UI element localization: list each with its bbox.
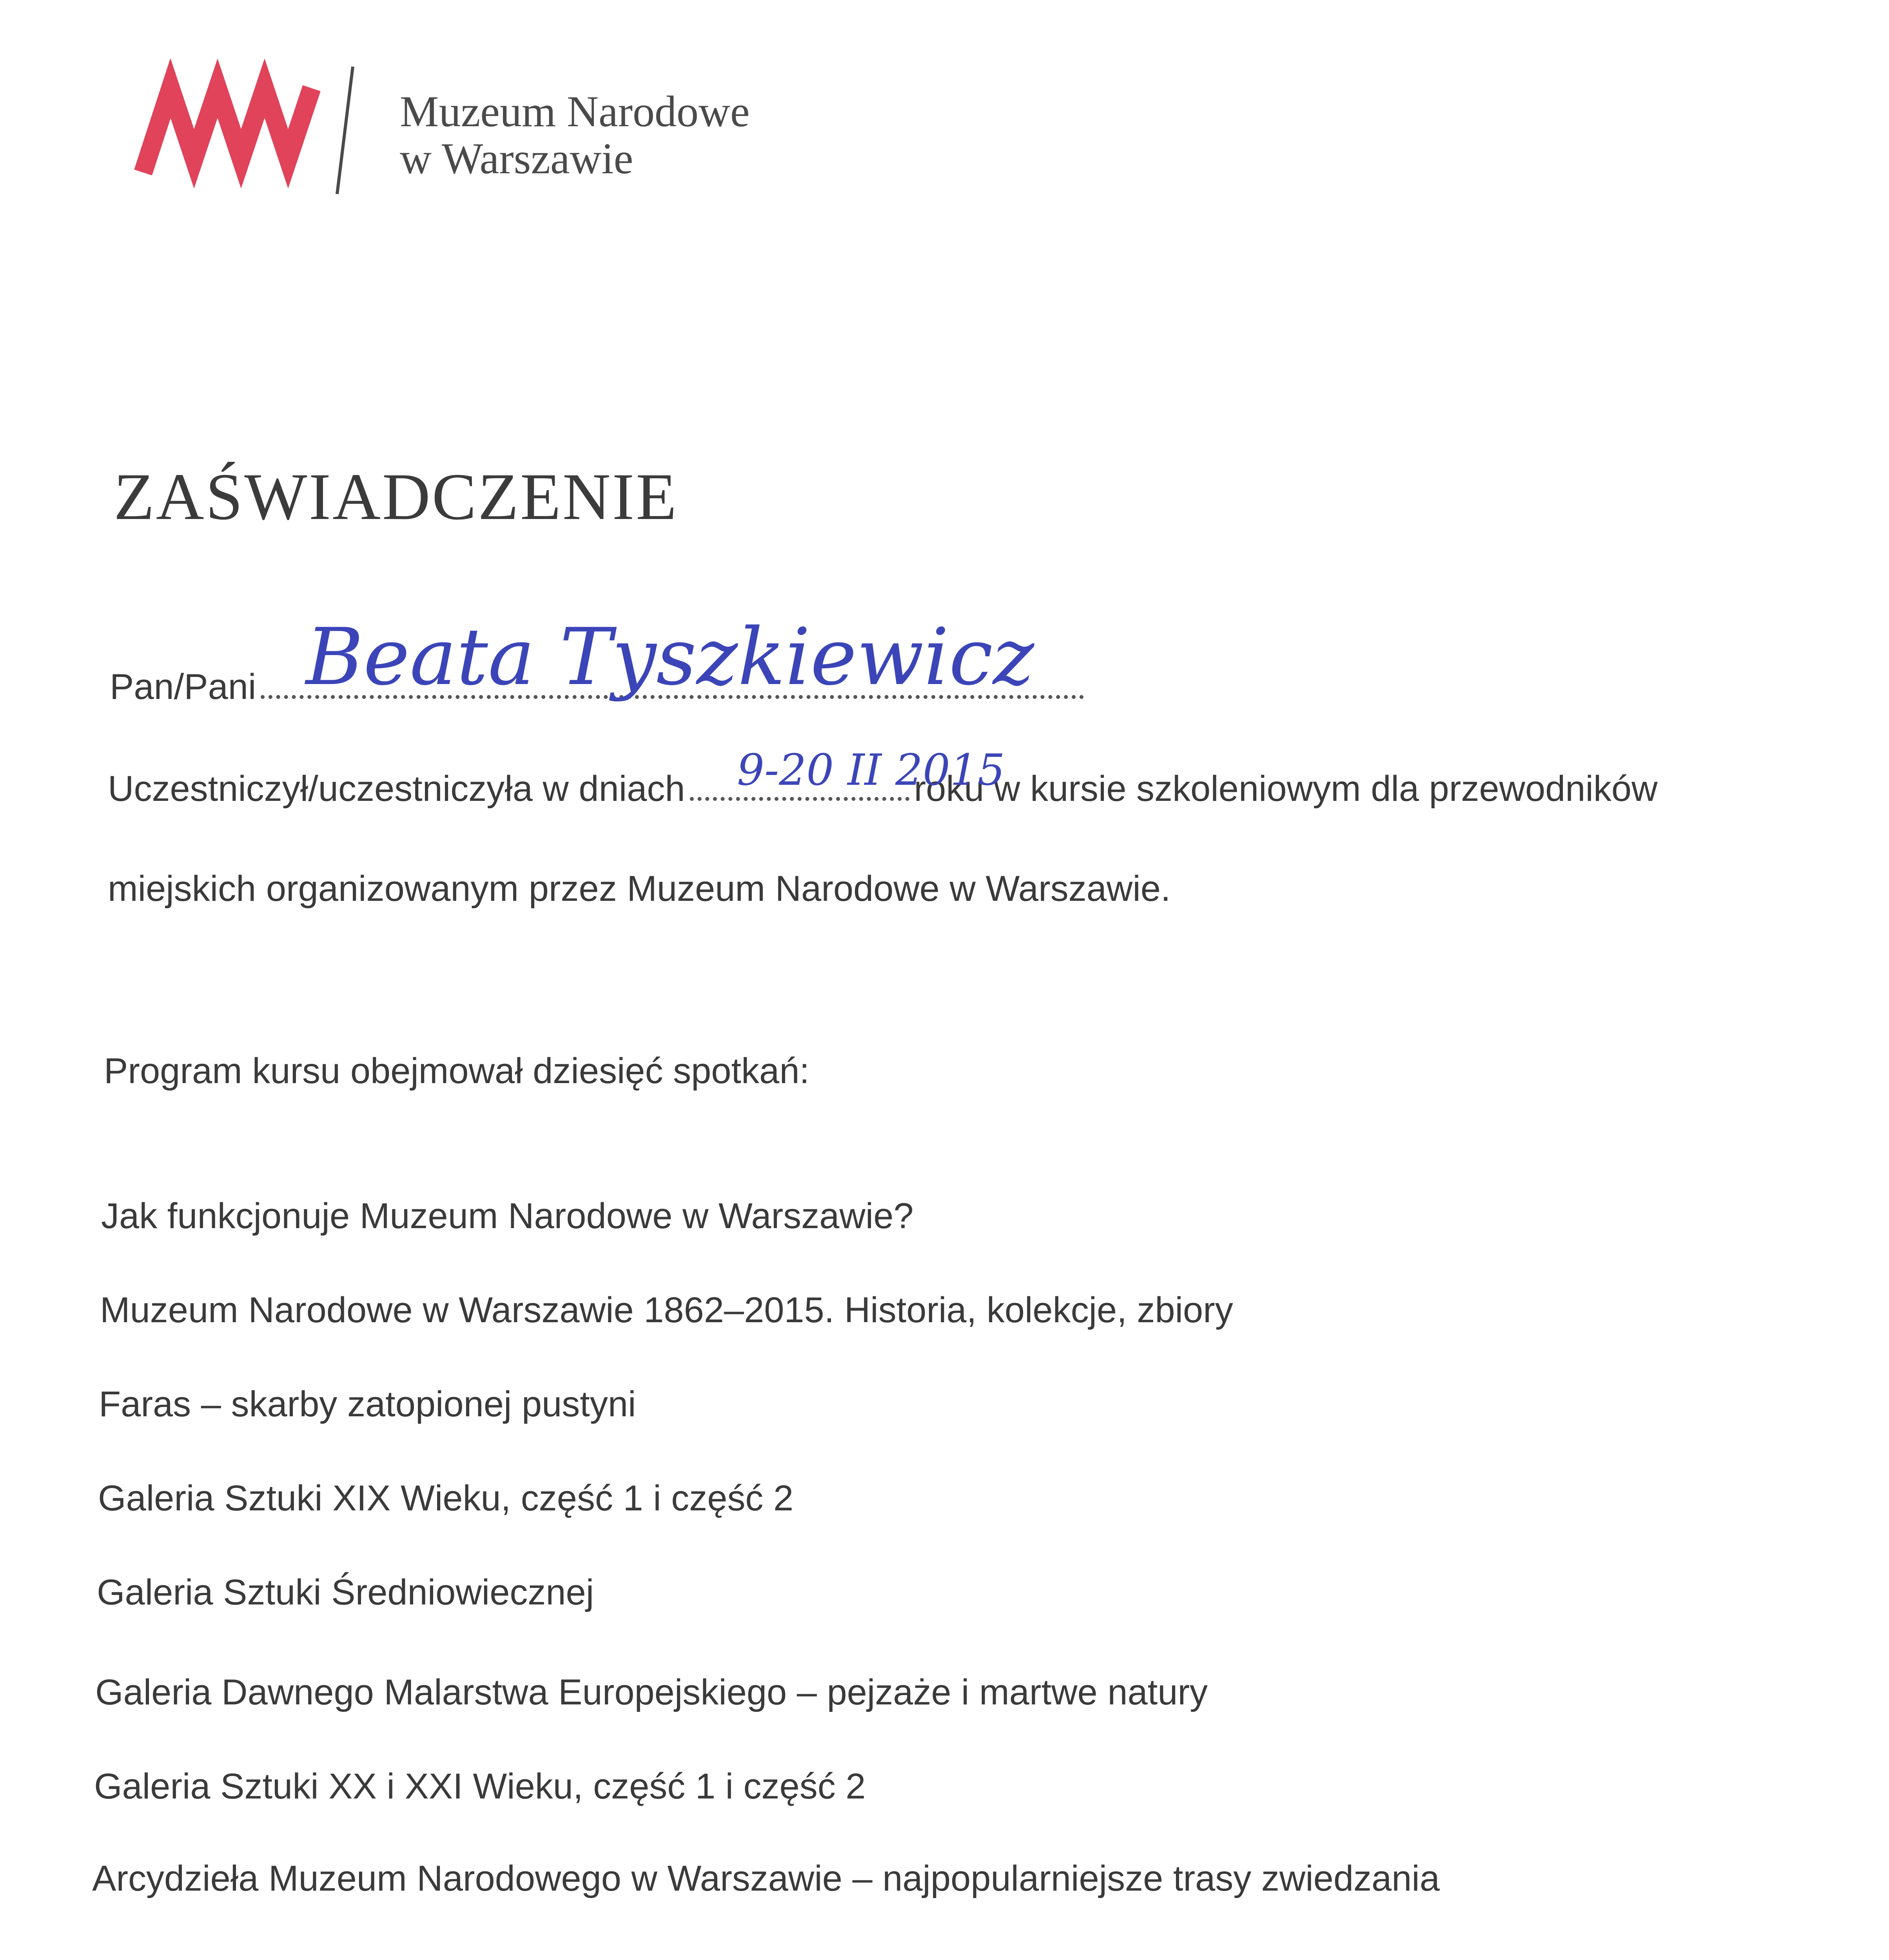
- museum-name-line1: Muzeum Narodowe: [400, 87, 750, 136]
- participation-prefix: Uczestniczył/uczestniczyła w dniach: [108, 769, 685, 809]
- session-item: Arcydzieła Muzeum Narodowego w Warszawie – najpopularniejsze trasy zwiedzania: [92, 1858, 1440, 1898]
- session-item: Muzeum Narodowe w Warszawie 1862–2015. Historia, kolekcje, zbiory: [100, 1290, 1233, 1330]
- program-intro: Program kursu obejmował dziesięć spotkań:: [104, 1051, 809, 1091]
- session-item: Galeria Sztuki XX i XXI Wieku, część 1 i część 2: [94, 1766, 866, 1806]
- document-title: ZAŚWIADCZENIE: [114, 460, 679, 534]
- dates-dotted-field: [690, 797, 909, 801]
- session-item: Jak funkcjonuje Muzeum Narodowe w Warszawie?: [101, 1196, 914, 1236]
- session-item: Galeria Sztuki Średniowiecznej: [97, 1572, 594, 1612]
- museum-name: [400, 88, 750, 182]
- session-item: Faras – skarby zatopionej pustyni: [99, 1384, 636, 1424]
- participation-suffix: roku w kursie szkoleniowym dla przewodników: [914, 769, 1658, 809]
- session-item: Galeria Sztuki XIX Wieku, część 1 i część 2: [98, 1478, 794, 1518]
- dates-handwritten: 9-20 II 2015: [737, 745, 1005, 795]
- museum-name-line2: w Warszawie: [400, 134, 633, 183]
- recipient-name-handwritten: Beata Tyszkiewicz: [306, 612, 1034, 703]
- museum-logo-mark: [133, 59, 365, 200]
- session-item: Galeria Dawnego Malarstwa Europejskiego – pejzaże i martwe natury: [95, 1672, 1208, 1712]
- recipient-label: Pan/Pani: [110, 667, 256, 707]
- participation-line-2: miejskich organizowanym przez Muzeum Narodowe w Warszawie.: [108, 869, 1171, 909]
